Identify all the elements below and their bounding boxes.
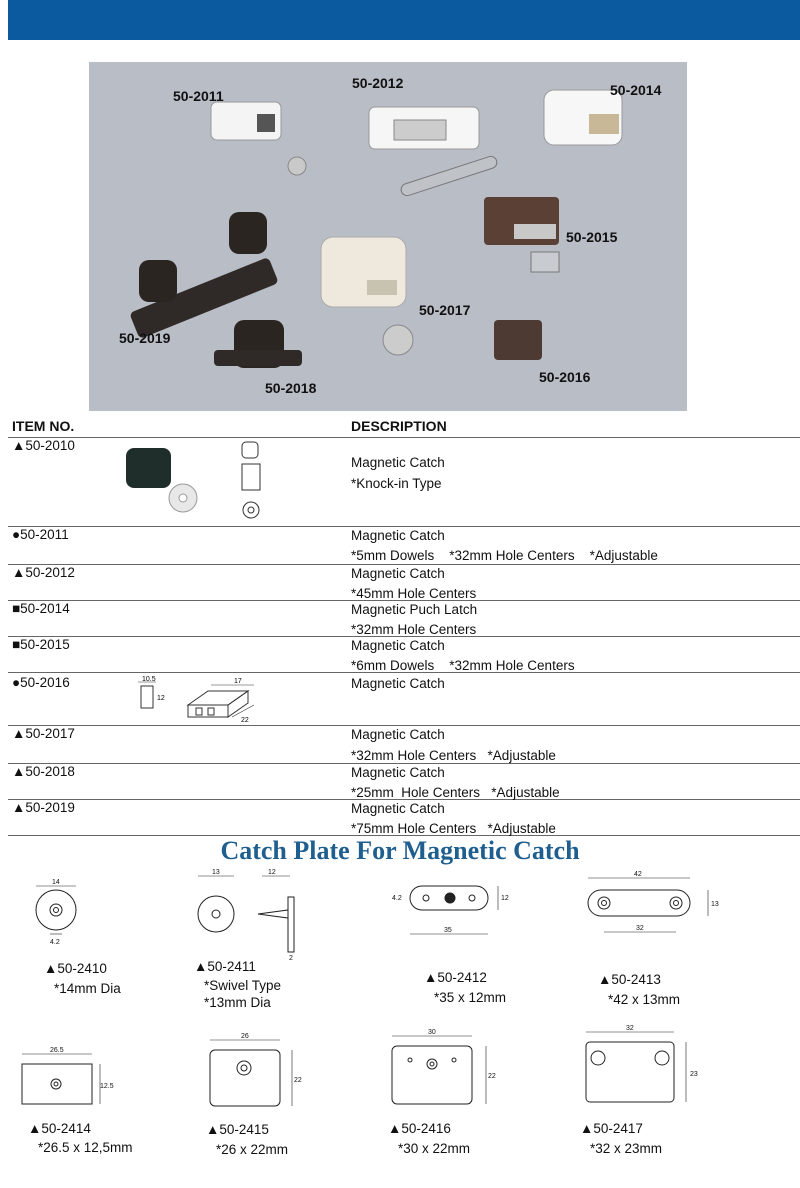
photo-label-2019: 50-2019 — [119, 330, 171, 346]
plate-spec: *26 x 22mm — [216, 1142, 289, 1157]
table-row — [8, 764, 800, 800]
header-bar — [8, 0, 800, 40]
dim-label: 30 — [428, 1029, 436, 1036]
description-line1: Magnetic Puch Latch — [351, 602, 478, 617]
item-number: ●50-2016 — [12, 675, 70, 690]
description-line2: *25mm Hole Centers *Adjustable — [351, 785, 560, 800]
photo-label-2016: 50-2016 — [539, 369, 591, 385]
description-line1: Magnetic Catch — [351, 455, 445, 470]
dim-label: 26 — [241, 1033, 249, 1040]
dim-label: 26.5 — [50, 1047, 64, 1054]
item-number: ■50-2014 — [12, 601, 70, 616]
dim-label: 32 — [626, 1025, 634, 1032]
dim-label: 17 — [234, 678, 242, 685]
item-number: ▲50-2010 — [12, 438, 75, 453]
plate-item-number: ▲50-2416 — [388, 1121, 451, 1136]
catch-2016-image — [494, 320, 542, 360]
plate-item-number: ▲50-2413 — [598, 972, 661, 987]
dim-label: 14 — [52, 879, 60, 886]
dim-label: 13 — [711, 901, 719, 908]
catch-2011-image — [211, 102, 306, 175]
table-row — [8, 637, 800, 673]
description-line2: *6mm Dowels *32mm Hole Centers — [351, 658, 575, 673]
dim-label: 42 — [634, 871, 642, 878]
description-line1: Magnetic Catch — [351, 566, 445, 581]
dim-label: 22 — [241, 717, 249, 724]
plate-spec: *13mm Dia — [204, 995, 271, 1010]
dim-label: 4.2 — [50, 939, 60, 946]
table-row — [8, 673, 800, 726]
plate-item-number: ▲50-2412 — [424, 970, 487, 985]
photo-label-2017: 50-2017 — [419, 302, 471, 318]
dim-label: 32 — [636, 925, 644, 932]
knock-in-catch-image — [118, 438, 318, 526]
description-line1: Magnetic Catch — [351, 801, 445, 816]
dim-label: 10.5 — [142, 676, 156, 683]
photo-label-2011: 50-2011 — [173, 88, 224, 104]
dim-label: 13 — [212, 869, 220, 876]
dim-label: 4.2 — [392, 895, 402, 902]
catch-2015-image — [484, 197, 559, 272]
plate-item-number: ▲50-2411 — [194, 959, 256, 974]
photo-label-2015: 50-2015 — [566, 229, 618, 245]
catch-2017-image — [321, 237, 413, 355]
item-number: ▲50-2012 — [12, 565, 75, 580]
table-row — [8, 565, 800, 601]
catch-2016-drawing — [136, 673, 296, 725]
table-row — [8, 800, 800, 836]
description-line2: *5mm Dowels *32mm Hole Centers *Adjustable — [351, 548, 658, 563]
catch-2012-image — [369, 107, 498, 197]
col-header-item: ITEM NO. — [12, 418, 75, 434]
description-line2: *32mm Hole Centers — [351, 622, 477, 637]
dim-label: 23 — [690, 1071, 698, 1078]
item-number: ▲50-2018 — [12, 764, 75, 779]
dim-label: 35 — [444, 927, 452, 934]
description-line1: Magnetic Catch — [351, 638, 445, 653]
photo-label-2014: 50-2014 — [610, 82, 662, 98]
description-line1: Magnetic Catch — [351, 765, 445, 780]
plate-spec: *Swivel Type — [204, 978, 282, 993]
plate-spec: *30 x 22mm — [398, 1141, 471, 1156]
description-line1: Magnetic Catch — [351, 528, 445, 543]
plate-item-number: ▲50-2417 — [580, 1121, 643, 1136]
plate-spec: *35 x 12mm — [434, 990, 507, 1005]
item-number: ▲50-2017 — [12, 726, 75, 741]
catch-2014-image — [544, 90, 622, 145]
description-line1: Magnetic Catch — [351, 676, 445, 691]
description-line2: *75mm Hole Centers *Adjustable — [351, 821, 556, 836]
plate-item-number: ▲50-2414 — [28, 1121, 91, 1136]
table-row — [8, 438, 800, 527]
item-number: ●50-2011 — [12, 527, 69, 542]
plate-item-number: ▲50-2415 — [206, 1122, 269, 1137]
plate-spec: *32 x 23mm — [590, 1141, 663, 1156]
photo-label-2012: 50-2012 — [352, 75, 404, 91]
dim-label: 22 — [488, 1073, 496, 1080]
table-row — [8, 527, 800, 565]
dim-label: 22 — [294, 1077, 302, 1084]
product-photo — [89, 62, 687, 411]
photo-label-2018: 50-2018 — [265, 380, 317, 396]
description-line2: *32mm Hole Centers *Adjustable — [351, 748, 556, 763]
dim-label: 12 — [268, 869, 276, 876]
item-number: ▲50-2019 — [12, 800, 75, 815]
section-title: Catch Plate For Magnetic Catch — [220, 836, 580, 865]
table-row — [8, 601, 800, 637]
dim-label: 12.5 — [100, 1083, 114, 1090]
plate-spec: *26.5 x 12,5mm — [38, 1140, 133, 1155]
description-line2: *Knock-in Type — [351, 476, 442, 491]
table-row — [8, 726, 800, 764]
plate-item-number: ▲50-2410 — [44, 961, 107, 976]
dim-label: 12 — [501, 895, 509, 902]
dim-label: 12 — [157, 695, 165, 702]
plate-spec: *14mm Dia — [54, 981, 121, 996]
catch-2018-image — [214, 320, 302, 368]
dim-label: 2 — [289, 955, 293, 962]
plate-spec: *42 x 13mm — [608, 992, 681, 1007]
description-line2: *45mm Hole Centers — [351, 586, 477, 601]
item-number: ■50-2015 — [12, 637, 70, 652]
col-header-description: DESCRIPTION — [351, 418, 447, 434]
description-line1: Magnetic Catch — [351, 727, 445, 742]
